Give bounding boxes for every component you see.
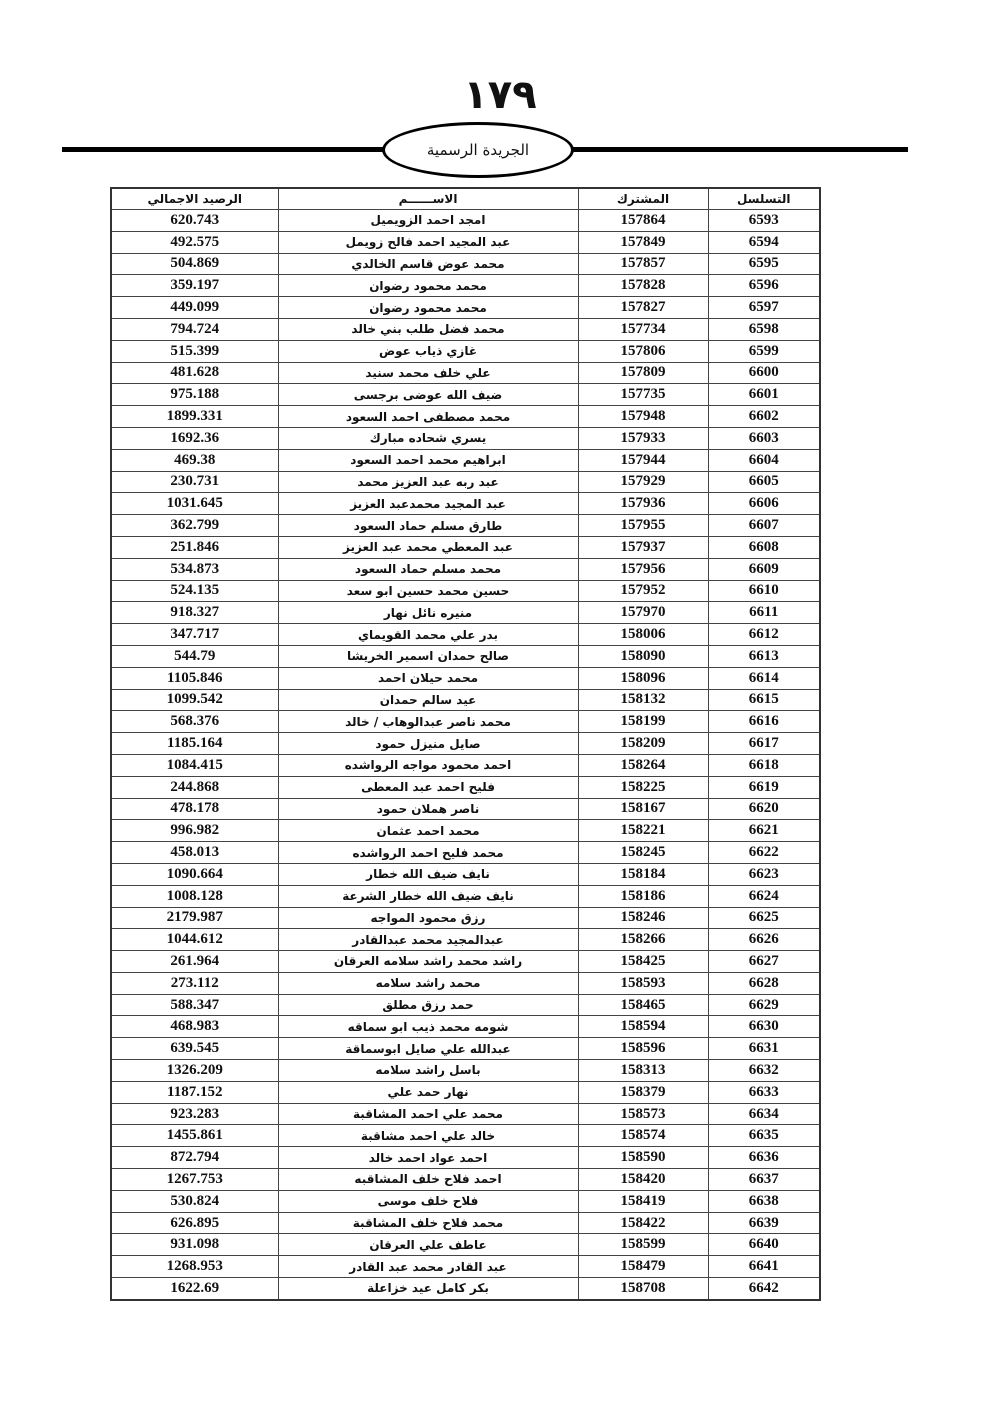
name-cell: صالح حمدان اسمير الخريشا bbox=[278, 645, 578, 667]
table-row bbox=[111, 1278, 820, 1300]
name-cell: محمد ناصر عبدالوهاب / خالد bbox=[278, 711, 578, 733]
balance-cell: 1084.415 bbox=[111, 754, 278, 776]
table-row bbox=[111, 362, 820, 384]
name-cell: نايف ضيف الله خطار bbox=[278, 863, 578, 885]
name-cell: راشد محمد راشد سلامه العرقان bbox=[278, 951, 578, 973]
header-subscriber: المشترك bbox=[578, 188, 708, 210]
subscriber-cell: 158090 bbox=[578, 645, 708, 667]
serial-cell: 6633 bbox=[708, 1081, 820, 1103]
serial-cell: 6627 bbox=[708, 951, 820, 973]
serial-cell: 6603 bbox=[708, 427, 820, 449]
name-cell: علي خلف محمد سنيد bbox=[278, 362, 578, 384]
serial-cell: 6625 bbox=[708, 907, 820, 929]
subscriber-cell: 157735 bbox=[578, 384, 708, 406]
balance-cell: 1031.645 bbox=[111, 493, 278, 515]
table-row bbox=[111, 1103, 820, 1125]
subscriber-cell: 157936 bbox=[578, 493, 708, 515]
subscriber-cell: 158590 bbox=[578, 1147, 708, 1169]
subscriber-cell: 158599 bbox=[578, 1234, 708, 1256]
name-cell: عبد المجيد محمدعبد العزيز bbox=[278, 493, 578, 515]
serial-cell: 6602 bbox=[708, 406, 820, 428]
header-serial: التسلسل bbox=[708, 188, 820, 210]
table-row bbox=[111, 863, 820, 885]
masthead-title: الجريدة الرسمية bbox=[426, 141, 530, 159]
balance-cell: 1268.953 bbox=[111, 1256, 278, 1278]
name-cell: محمد عوض قاسم الخالدي bbox=[278, 253, 578, 275]
table-row bbox=[111, 1169, 820, 1191]
balance-cell: 1008.128 bbox=[111, 885, 278, 907]
balance-cell: 544.79 bbox=[111, 645, 278, 667]
table-row bbox=[111, 1060, 820, 1082]
serial-cell: 6595 bbox=[708, 253, 820, 275]
table-row bbox=[111, 667, 820, 689]
name-cell: فليح احمد عبد المعطى bbox=[278, 776, 578, 798]
balance-cell: 872.794 bbox=[111, 1147, 278, 1169]
subscriber-cell: 158420 bbox=[578, 1169, 708, 1191]
table-row bbox=[111, 1038, 820, 1060]
name-cell: عبد ربه عبد العزيز محمد bbox=[278, 471, 578, 493]
subscriber-cell: 158246 bbox=[578, 907, 708, 929]
name-cell: نهار حمد علي bbox=[278, 1081, 578, 1103]
table-row bbox=[111, 253, 820, 275]
serial-cell: 6612 bbox=[708, 624, 820, 646]
balance-cell: 469.38 bbox=[111, 449, 278, 471]
table-body bbox=[111, 210, 820, 1300]
name-cell: حمد رزق مطلق bbox=[278, 994, 578, 1016]
balance-cell: 568.376 bbox=[111, 711, 278, 733]
serial-cell: 6642 bbox=[708, 1278, 820, 1300]
balance-cell: 1326.209 bbox=[111, 1060, 278, 1082]
subscriber-cell: 157849 bbox=[578, 231, 708, 253]
serial-cell: 6606 bbox=[708, 493, 820, 515]
table-row bbox=[111, 1125, 820, 1147]
balance-cell: 1899.331 bbox=[111, 406, 278, 428]
balance-cell: 347.717 bbox=[111, 624, 278, 646]
serial-cell: 6622 bbox=[708, 842, 820, 864]
serial-cell: 6607 bbox=[708, 515, 820, 537]
subscriber-cell: 157806 bbox=[578, 340, 708, 362]
subscriber-cell: 157929 bbox=[578, 471, 708, 493]
subscriber-cell: 157956 bbox=[578, 558, 708, 580]
serial-cell: 6594 bbox=[708, 231, 820, 253]
subscriber-cell: 158199 bbox=[578, 711, 708, 733]
balance-cell: 251.846 bbox=[111, 536, 278, 558]
balance-cell: 1044.612 bbox=[111, 929, 278, 951]
subscriber-cell: 158422 bbox=[578, 1212, 708, 1234]
name-cell: احمد فلاح خلف المشاقبه bbox=[278, 1169, 578, 1191]
table-row bbox=[111, 754, 820, 776]
serial-cell: 6599 bbox=[708, 340, 820, 362]
balance-cell: 975.188 bbox=[111, 384, 278, 406]
table-row bbox=[111, 558, 820, 580]
table-row bbox=[111, 384, 820, 406]
balance-cell: 794.724 bbox=[111, 318, 278, 340]
subscriber-cell: 158006 bbox=[578, 624, 708, 646]
subscriber-cell: 158573 bbox=[578, 1103, 708, 1125]
table-row bbox=[111, 536, 820, 558]
serial-cell: 6630 bbox=[708, 1016, 820, 1038]
balance-cell: 449.099 bbox=[111, 297, 278, 319]
subscriber-cell: 158186 bbox=[578, 885, 708, 907]
page-number: ١٧٩ bbox=[463, 72, 537, 118]
masthead-oval bbox=[382, 122, 574, 178]
balance-cell: 1692.36 bbox=[111, 427, 278, 449]
name-cell: عاطف علي العرقان bbox=[278, 1234, 578, 1256]
header-name: الاســــــم bbox=[278, 188, 578, 210]
subscriber-cell: 157828 bbox=[578, 275, 708, 297]
name-cell: بدر علي محمد القويماي bbox=[278, 624, 578, 646]
name-cell: محمد فلاح خلف المشاقبة bbox=[278, 1212, 578, 1234]
serial-cell: 6605 bbox=[708, 471, 820, 493]
balance-cell: 1099.542 bbox=[111, 689, 278, 711]
serial-cell: 6628 bbox=[708, 972, 820, 994]
table-row bbox=[111, 406, 820, 428]
table-row bbox=[111, 1256, 820, 1278]
table-row bbox=[111, 318, 820, 340]
table-row bbox=[111, 972, 820, 994]
name-cell: ضيف الله عوضى برجسى bbox=[278, 384, 578, 406]
table-row bbox=[111, 776, 820, 798]
name-cell: بكر كامل عيد خزاعلة bbox=[278, 1278, 578, 1300]
table-row bbox=[111, 297, 820, 319]
subscriber-cell: 158221 bbox=[578, 820, 708, 842]
name-cell: طارق مسلم حماد السعود bbox=[278, 515, 578, 537]
name-cell: حسين محمد حسين ابو سعد bbox=[278, 580, 578, 602]
serial-cell: 6641 bbox=[708, 1256, 820, 1278]
name-cell: احمد عواد احمد خالد bbox=[278, 1147, 578, 1169]
balance-cell: 1187.152 bbox=[111, 1081, 278, 1103]
name-cell: ابراهيم محمد احمد السعود bbox=[278, 449, 578, 471]
serial-cell: 6614 bbox=[708, 667, 820, 689]
subscriber-cell: 158245 bbox=[578, 842, 708, 864]
name-cell: امجد احمد الزويميل bbox=[278, 210, 578, 232]
balance-cell: 481.628 bbox=[111, 362, 278, 384]
subscriber-cell: 158313 bbox=[578, 1060, 708, 1082]
subscriber-cell: 157944 bbox=[578, 449, 708, 471]
serial-cell: 6609 bbox=[708, 558, 820, 580]
subscriber-cell: 157857 bbox=[578, 253, 708, 275]
serial-cell: 6638 bbox=[708, 1190, 820, 1212]
name-cell: محمد مصطفى احمد السعود bbox=[278, 406, 578, 428]
serial-cell: 6636 bbox=[708, 1147, 820, 1169]
table-row bbox=[111, 907, 820, 929]
header-balance: الرصيد الاجمالي bbox=[111, 188, 278, 210]
balance-cell: 1622.69 bbox=[111, 1278, 278, 1300]
table-row bbox=[111, 1190, 820, 1212]
balance-cell: 362.799 bbox=[111, 515, 278, 537]
balance-cell: 996.982 bbox=[111, 820, 278, 842]
table-row bbox=[111, 1081, 820, 1103]
serial-cell: 6616 bbox=[708, 711, 820, 733]
subscriber-cell: 158132 bbox=[578, 689, 708, 711]
subscriber-cell: 158266 bbox=[578, 929, 708, 951]
table-header-row bbox=[111, 188, 820, 210]
name-cell: يسري شحاده مبارك bbox=[278, 427, 578, 449]
subscriber-cell: 157734 bbox=[578, 318, 708, 340]
serial-cell: 6624 bbox=[708, 885, 820, 907]
balance-cell: 273.112 bbox=[111, 972, 278, 994]
balance-cell: 1185.164 bbox=[111, 733, 278, 755]
balance-cell: 492.575 bbox=[111, 231, 278, 253]
name-cell: محمد محمود رضوان bbox=[278, 297, 578, 319]
balance-cell: 534.873 bbox=[111, 558, 278, 580]
balance-cell: 1090.664 bbox=[111, 863, 278, 885]
subscriber-cell: 158574 bbox=[578, 1125, 708, 1147]
name-cell: خالد علي احمد مشاقبة bbox=[278, 1125, 578, 1147]
balance-cell: 244.868 bbox=[111, 776, 278, 798]
table-row bbox=[111, 493, 820, 515]
name-cell: صايل منيزل حمود bbox=[278, 733, 578, 755]
name-cell: محمد مسلم حماد السعود bbox=[278, 558, 578, 580]
serial-cell: 6620 bbox=[708, 798, 820, 820]
serial-cell: 6597 bbox=[708, 297, 820, 319]
balance-cell: 1105.846 bbox=[111, 667, 278, 689]
subscriber-balance-table bbox=[110, 187, 821, 1301]
table-row bbox=[111, 1016, 820, 1038]
serial-cell: 6617 bbox=[708, 733, 820, 755]
serial-cell: 6618 bbox=[708, 754, 820, 776]
table-row bbox=[111, 602, 820, 624]
subscriber-cell: 158379 bbox=[578, 1081, 708, 1103]
serial-cell: 6615 bbox=[708, 689, 820, 711]
name-cell: عبد المعطي محمد عبد العزيز bbox=[278, 536, 578, 558]
name-cell: عبد القادر محمد عبد القادر bbox=[278, 1256, 578, 1278]
subscriber-cell: 158264 bbox=[578, 754, 708, 776]
balance-cell: 931.098 bbox=[111, 1234, 278, 1256]
table-row bbox=[111, 929, 820, 951]
table-row bbox=[111, 951, 820, 973]
serial-cell: 6635 bbox=[708, 1125, 820, 1147]
balance-cell: 1267.753 bbox=[111, 1169, 278, 1191]
serial-cell: 6621 bbox=[708, 820, 820, 842]
serial-cell: 6604 bbox=[708, 449, 820, 471]
balance-cell: 1455.861 bbox=[111, 1125, 278, 1147]
serial-cell: 6631 bbox=[708, 1038, 820, 1060]
subscriber-cell: 157970 bbox=[578, 602, 708, 624]
name-cell: عبدالله علي صايل ابوسماقة bbox=[278, 1038, 578, 1060]
balance-cell: 515.399 bbox=[111, 340, 278, 362]
balance-cell: 468.983 bbox=[111, 1016, 278, 1038]
balance-cell: 626.895 bbox=[111, 1212, 278, 1234]
name-cell: شومه محمد ذيب ابو سماقه bbox=[278, 1016, 578, 1038]
name-cell: محمد حيلان احمد bbox=[278, 667, 578, 689]
table-row bbox=[111, 798, 820, 820]
subscriber-cell: 158593 bbox=[578, 972, 708, 994]
name-cell: فلاح خلف موسى bbox=[278, 1190, 578, 1212]
balance-cell: 530.824 bbox=[111, 1190, 278, 1212]
table-row bbox=[111, 427, 820, 449]
subscriber-cell: 157827 bbox=[578, 297, 708, 319]
serial-cell: 6629 bbox=[708, 994, 820, 1016]
table-row bbox=[111, 711, 820, 733]
subscriber-cell: 157937 bbox=[578, 536, 708, 558]
name-cell: عبدالمجيد محمد عبدالقادر bbox=[278, 929, 578, 951]
balance-cell: 524.135 bbox=[111, 580, 278, 602]
table-row bbox=[111, 340, 820, 362]
balance-cell: 478.178 bbox=[111, 798, 278, 820]
serial-cell: 6610 bbox=[708, 580, 820, 602]
table-row bbox=[111, 733, 820, 755]
name-cell: محمد احمد عثمان bbox=[278, 820, 578, 842]
serial-cell: 6639 bbox=[708, 1212, 820, 1234]
balance-cell: 504.869 bbox=[111, 253, 278, 275]
name-cell: عيد سالم حمدان bbox=[278, 689, 578, 711]
name-cell: عبد المجيد احمد فالح زويمل bbox=[278, 231, 578, 253]
subscriber-cell: 158425 bbox=[578, 951, 708, 973]
name-cell: غازي ذياب عوض bbox=[278, 340, 578, 362]
balance-cell: 458.013 bbox=[111, 842, 278, 864]
table-row bbox=[111, 580, 820, 602]
table-row bbox=[111, 624, 820, 646]
subscriber-cell: 158419 bbox=[578, 1190, 708, 1212]
table-row bbox=[111, 885, 820, 907]
table-row bbox=[111, 275, 820, 297]
serial-cell: 6623 bbox=[708, 863, 820, 885]
balance-cell: 639.545 bbox=[111, 1038, 278, 1060]
name-cell: محمد علي احمد المشاقبة bbox=[278, 1103, 578, 1125]
balance-cell: 620.743 bbox=[111, 210, 278, 232]
table-row bbox=[111, 994, 820, 1016]
subscriber-cell: 157933 bbox=[578, 427, 708, 449]
table-row bbox=[111, 449, 820, 471]
subscriber-cell: 157952 bbox=[578, 580, 708, 602]
name-cell: منيره نائل نهار bbox=[278, 602, 578, 624]
table-row bbox=[111, 820, 820, 842]
serial-cell: 6598 bbox=[708, 318, 820, 340]
balance-cell: 588.347 bbox=[111, 994, 278, 1016]
serial-cell: 6634 bbox=[708, 1103, 820, 1125]
serial-cell: 6596 bbox=[708, 275, 820, 297]
balance-cell: 230.731 bbox=[111, 471, 278, 493]
serial-cell: 6640 bbox=[708, 1234, 820, 1256]
serial-cell: 6611 bbox=[708, 602, 820, 624]
subscriber-cell: 158184 bbox=[578, 863, 708, 885]
balance-cell: 2179.987 bbox=[111, 907, 278, 929]
table-row bbox=[111, 842, 820, 864]
subscriber-cell: 158596 bbox=[578, 1038, 708, 1060]
subscriber-cell: 158479 bbox=[578, 1256, 708, 1278]
table-row bbox=[111, 1212, 820, 1234]
subscriber-cell: 158096 bbox=[578, 667, 708, 689]
table-row bbox=[111, 471, 820, 493]
balance-cell: 923.283 bbox=[111, 1103, 278, 1125]
subscriber-cell: 158708 bbox=[578, 1278, 708, 1300]
name-cell: ناصر هملان حمود bbox=[278, 798, 578, 820]
name-cell: نايف ضيف الله خطار الشرعة bbox=[278, 885, 578, 907]
serial-cell: 6626 bbox=[708, 929, 820, 951]
balance-cell: 359.197 bbox=[111, 275, 278, 297]
serial-cell: 6619 bbox=[708, 776, 820, 798]
subscriber-cell: 158225 bbox=[578, 776, 708, 798]
name-cell: محمد محمود رضوان bbox=[278, 275, 578, 297]
serial-cell: 6593 bbox=[708, 210, 820, 232]
serial-cell: 6632 bbox=[708, 1060, 820, 1082]
subscriber-cell: 157864 bbox=[578, 210, 708, 232]
table-row bbox=[111, 1234, 820, 1256]
table-row bbox=[111, 231, 820, 253]
serial-cell: 6608 bbox=[708, 536, 820, 558]
serial-cell: 6601 bbox=[708, 384, 820, 406]
balance-cell: 918.327 bbox=[111, 602, 278, 624]
subscriber-cell: 158167 bbox=[578, 798, 708, 820]
name-cell: رزق محمود المواجه bbox=[278, 907, 578, 929]
subscriber-cell: 157948 bbox=[578, 406, 708, 428]
balance-cell: 261.964 bbox=[111, 951, 278, 973]
subscriber-cell: 158209 bbox=[578, 733, 708, 755]
table-row bbox=[111, 1147, 820, 1169]
table-row bbox=[111, 689, 820, 711]
name-cell: احمد محمود مواجه الرواشده bbox=[278, 754, 578, 776]
serial-cell: 6600 bbox=[708, 362, 820, 384]
name-cell: محمد فليح احمد الرواشده bbox=[278, 842, 578, 864]
subscriber-cell: 158594 bbox=[578, 1016, 708, 1038]
name-cell: محمد راشد سلامه bbox=[278, 972, 578, 994]
subscriber-cell: 157809 bbox=[578, 362, 708, 384]
subscriber-cell: 157955 bbox=[578, 515, 708, 537]
name-cell: باسل راشد سلامه bbox=[278, 1060, 578, 1082]
serial-cell: 6613 bbox=[708, 645, 820, 667]
subscriber-cell: 158465 bbox=[578, 994, 708, 1016]
table-row bbox=[111, 515, 820, 537]
table-row bbox=[111, 645, 820, 667]
name-cell: محمد فضل طلب بني خالد bbox=[278, 318, 578, 340]
table-row bbox=[111, 210, 820, 232]
serial-cell: 6637 bbox=[708, 1169, 820, 1191]
